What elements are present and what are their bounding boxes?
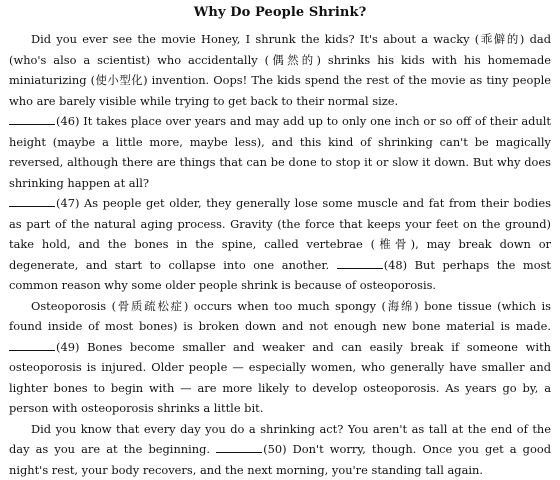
answer-blank-46 <box>9 113 55 125</box>
document-title: Why Do People Shrink? <box>9 4 551 21</box>
paragraph-text: (48) But perhaps the most common reason why some older people shrink is because of osteoporosis. <box>9 258 551 293</box>
paragraph-text: (49) Bones become smaller and weaker and can easily break if someone with osteoporosis is injured. Older people — especially women, who generally have smaller and lighter bones to begin with — are more likely to develop osteoporosis. As years go by, a person with osteoporosis shrinks a little bit. <box>9 340 551 416</box>
paragraph-text: Did you ever see the movie Honey, I shrunk the kids? It's about a wacky (乖僻的) dad (who's also a scientist) who accidentally (偶然的) shrinks his kids with his homemade miniaturizing (使小型化) invention. Oops! The kids spend the rest of the movie as tiny people who are barely visible while trying to get back to their normal size. <box>9 32 551 108</box>
document-body <box>9 29 551 480</box>
paragraph-text: Did you know that every day you do a shrinking act? You aren't as tall at the end of the day as you are at the beginning. <box>9 422 551 457</box>
paragraph-p3 <box>9 193 551 296</box>
paragraph-p2 <box>9 111 551 193</box>
paragraph-text: (50) Don't worry, though. Once you get a good night's rest, your body recovers, and the next morning, you're standing tall again. <box>9 442 551 477</box>
answer-blank-48 <box>337 257 383 269</box>
paragraph-p5 <box>9 419 551 480</box>
paragraph-text: Osteoporosis (骨质疏松症) occurs when too much spongy (海绵) bone tissue (which is found inside of most bones) is broken down and not enough new bone material is made. <box>9 299 551 334</box>
answer-blank-50 <box>216 441 262 453</box>
paragraph-p4 <box>9 296 551 419</box>
paragraph-text: (47) As people get older, they generally lose some muscle and fat from their bodies as part of the natural aging process. Gravity (the force that keeps your feet on the ground) take hold, and the bones in the spine, called vertebrae (椎骨), may break down or degenerate, and start to collapse into one another. <box>9 196 551 272</box>
answer-blank-47 <box>9 195 55 207</box>
paragraph-p1 <box>9 29 551 111</box>
answer-blank-49 <box>9 339 55 351</box>
paragraph-text: (46) It takes place over years and may add up to only one inch or so off of their adult height (maybe a little more, maybe less), and this kind of shrinking can't be magically reversed, although there are things that can be done to stop it or slow it down. But why does shrinking happen at all? <box>9 114 551 190</box>
